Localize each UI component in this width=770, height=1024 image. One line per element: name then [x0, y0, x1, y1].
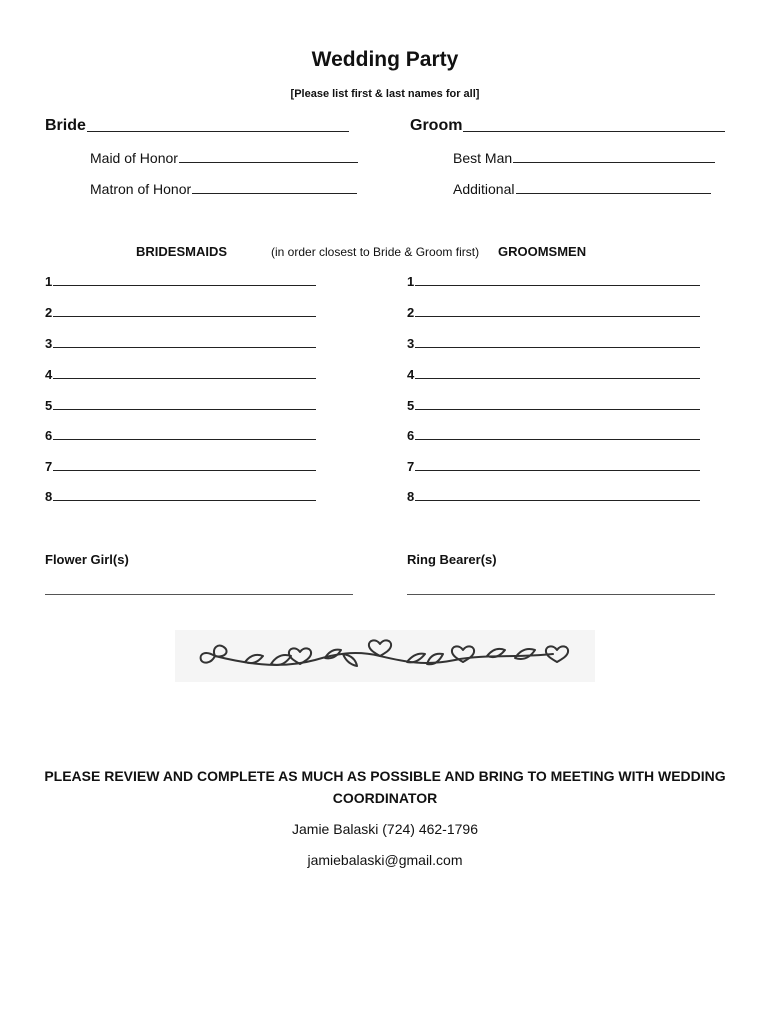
bridesmaid-number: 3	[45, 336, 53, 351]
matron-of-honor-label: Matron of Honor	[90, 181, 192, 197]
groomsman-input[interactable]	[415, 316, 700, 317]
additional-label: Additional	[453, 181, 515, 197]
bridesmaid-input[interactable]	[53, 500, 316, 501]
page-title: Wedding Party	[311, 48, 459, 71]
groomsman-line-5[interactable]	[407, 398, 700, 413]
groomsman-line-2[interactable]	[407, 305, 700, 320]
bridesmaid-input[interactable]	[53, 409, 316, 410]
bridesmaid-input[interactable]	[53, 285, 316, 286]
bridesmaid-number: 1	[45, 274, 53, 289]
groomsman-input[interactable]	[415, 500, 700, 501]
maid-of-honor-line[interactable]	[179, 162, 358, 163]
groomsman-line-6[interactable]	[407, 428, 700, 443]
groomsman-input[interactable]	[415, 347, 700, 348]
groomsman-line-4[interactable]	[407, 367, 700, 382]
maid-of-honor-field[interactable]	[90, 150, 358, 166]
groomsman-number: 4	[407, 367, 415, 382]
bridesmaid-line-6[interactable]	[45, 428, 316, 443]
bridesmaid-line-2[interactable]	[45, 305, 316, 320]
flower-girl-line[interactable]	[45, 594, 353, 595]
ring-bearer-line[interactable]	[407, 594, 715, 595]
bridesmaid-number: 7	[45, 459, 53, 474]
bridesmaids-header: BRIDESMAIDS	[136, 244, 228, 259]
bridesmaid-input[interactable]	[53, 470, 316, 471]
bridesmaid-number: 5	[45, 398, 53, 413]
footer-instruction-line-1: PLEASE REVIEW AND COMPLETE AS MUCH AS POSSIBLE AND BRING TO MEETING WITH WEDDING	[44, 768, 726, 784]
page-subtitle: [Please list first & last names for all]	[290, 88, 480, 100]
best-man-label: Best Man	[453, 150, 513, 166]
bridesmaid-number: 2	[45, 305, 53, 320]
bridesmaid-input[interactable]	[53, 347, 316, 348]
bride-label: Bride	[45, 117, 86, 134]
maid-of-honor-label: Maid of Honor	[90, 150, 178, 166]
groomsman-line-7[interactable]	[407, 459, 700, 474]
bridesmaid-line-4[interactable]	[45, 367, 316, 382]
bridesmaid-input[interactable]	[53, 439, 316, 440]
bridesmaid-line-1[interactable]	[45, 274, 316, 289]
bride-line[interactable]	[87, 131, 349, 132]
groomsman-number: 2	[407, 305, 415, 320]
groomsman-line-8[interactable]	[407, 489, 700, 504]
groom-label: Groom	[410, 117, 463, 134]
matron-of-honor-field[interactable]	[90, 181, 357, 197]
groomsmen-header: GROOMSMEN	[498, 244, 587, 259]
groomsman-input[interactable]	[415, 409, 700, 410]
ring-bearer-label: Ring Bearer(s)	[407, 552, 497, 567]
groomsman-number: 7	[407, 459, 415, 474]
groomsman-number: 5	[407, 398, 415, 413]
bridesmaid-number: 8	[45, 489, 53, 504]
bridesmaid-line-5[interactable]	[45, 398, 316, 413]
groomsman-input[interactable]	[415, 439, 700, 440]
groomsman-number: 8	[407, 489, 415, 504]
footer-contact: Jamie Balaski (724) 462-1796	[292, 821, 478, 837]
additional-line[interactable]	[516, 193, 711, 194]
groomsman-number: 3	[407, 336, 415, 351]
groomsman-number: 1	[407, 274, 415, 289]
bridesmaid-number: 6	[45, 428, 53, 443]
best-man-field[interactable]	[453, 150, 715, 166]
bridesmaid-number: 4	[45, 367, 53, 382]
order-note: (in order closest to Bride & Groom first)	[271, 245, 480, 259]
groomsman-line-3[interactable]	[407, 336, 700, 351]
groomsman-number: 6	[407, 428, 415, 443]
additional-field[interactable]	[453, 181, 711, 197]
bridesmaid-line-3[interactable]	[45, 336, 316, 351]
footer-instruction-line-2: COORDINATOR	[332, 790, 438, 806]
bridesmaid-line-7[interactable]	[45, 459, 316, 474]
matron-of-honor-line[interactable]	[192, 193, 357, 194]
heart-vine-ornament-icon	[175, 630, 595, 682]
footer-email[interactable]: jamiebalaski@gmail.com	[307, 852, 463, 868]
groomsman-input[interactable]	[415, 285, 700, 286]
bridesmaid-line-8[interactable]	[45, 489, 316, 504]
bridesmaid-input[interactable]	[53, 378, 316, 379]
groomsman-line-1[interactable]	[407, 274, 700, 289]
flower-girl-label: Flower Girl(s)	[45, 552, 129, 567]
groom-line[interactable]	[463, 131, 725, 132]
groom-field[interactable]	[410, 117, 725, 135]
bridesmaid-input[interactable]	[53, 316, 316, 317]
best-man-line[interactable]	[513, 162, 715, 163]
groomsman-input[interactable]	[415, 470, 700, 471]
groomsman-input[interactable]	[415, 378, 700, 379]
bride-field[interactable]	[45, 117, 349, 135]
